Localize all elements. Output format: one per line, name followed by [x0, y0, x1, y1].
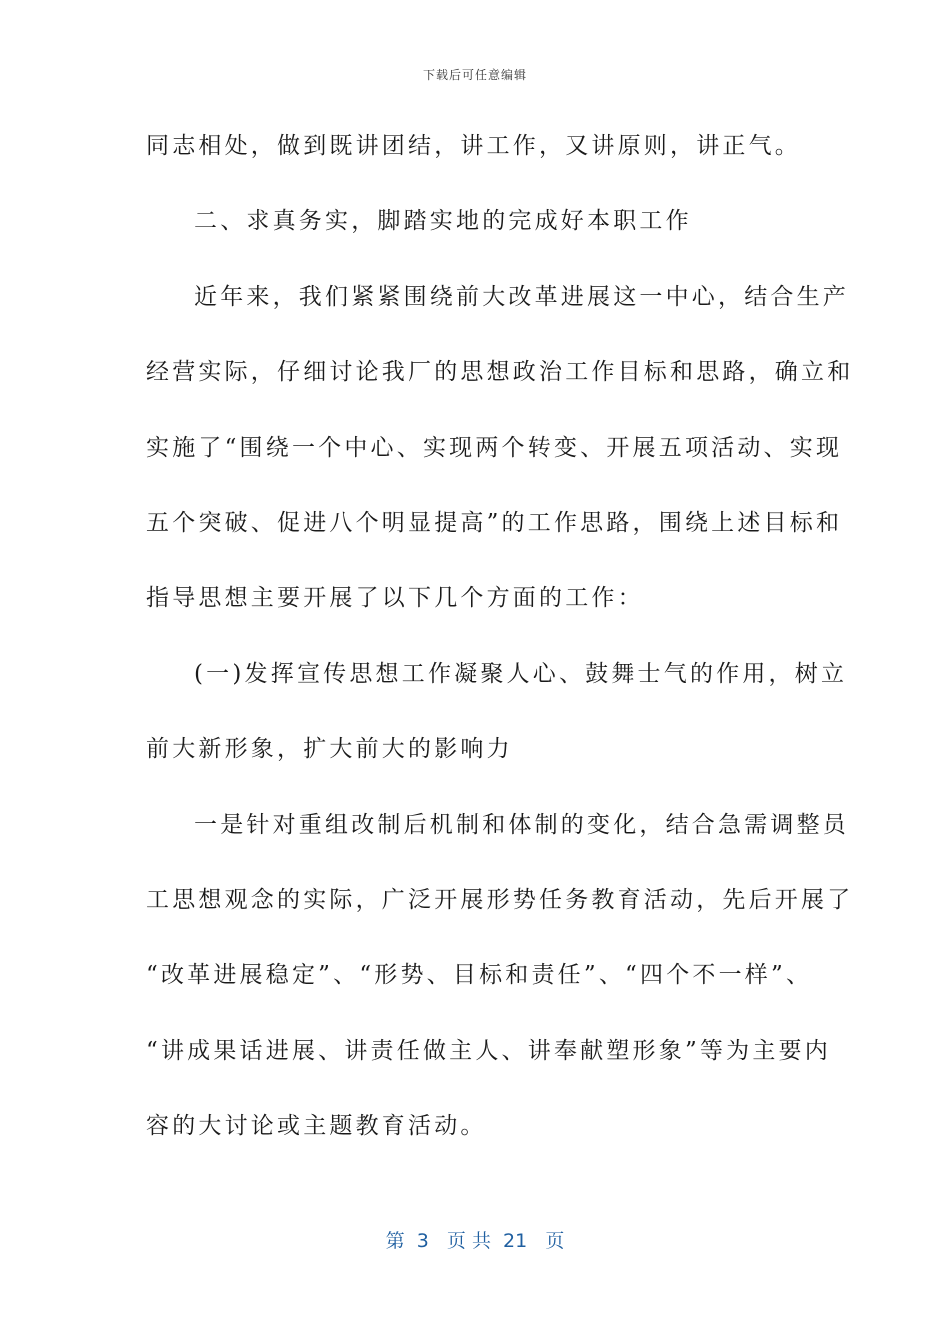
page-number: 第 3 页 共 21 页	[385, 1230, 565, 1252]
text-line: 指导思想主要开展了以下几个方面的工作：	[146, 585, 644, 612]
text-line: 容的大讨论或主题教育活动。	[146, 1113, 487, 1140]
subsection-heading: (一)发挥宣传思想工作凝聚人心、鼓舞士气的作用，树立	[194, 660, 848, 687]
text-line: 工思想观念的实际，广泛开展形势任务教育活动，先后开展了	[146, 886, 854, 913]
text-line: 实施了“围绕一个中心、实现两个转变、开展五项活动、实现	[146, 434, 843, 461]
text-line: 经营实际，仔细讨论我厂的思想政治工作目标和思路，确立和	[146, 359, 854, 386]
header-note: 下载后可任意编辑	[422, 68, 527, 82]
text-line: “讲成果话进展、讲责任做主人、讲奉献塑形象”等为主要内	[146, 1037, 831, 1064]
text-line: 同志相处，做到既讲团结，讲工作，又讲原则，讲正气。	[146, 133, 801, 159]
text-line: 五个突破、促进八个明显提高”的工作思路，围绕上述目标和	[146, 509, 843, 536]
text-line: 近年来，我们紧紧围绕前大改革进展这一中心，结合生产	[194, 283, 849, 310]
text-line: “改革进展稳定”、“形势、目标和责任”、“四个不一样”、	[146, 962, 813, 989]
section-heading: 二、求真务实，脚踏实地的完成好本职工作	[194, 208, 692, 235]
document-body	[146, 120, 854, 1175]
text-line: 一是针对重组改制后机制和体制的变化，结合急需调整员	[194, 811, 849, 838]
text-line: 前大新形象，扩大前大的影响力	[146, 736, 513, 763]
